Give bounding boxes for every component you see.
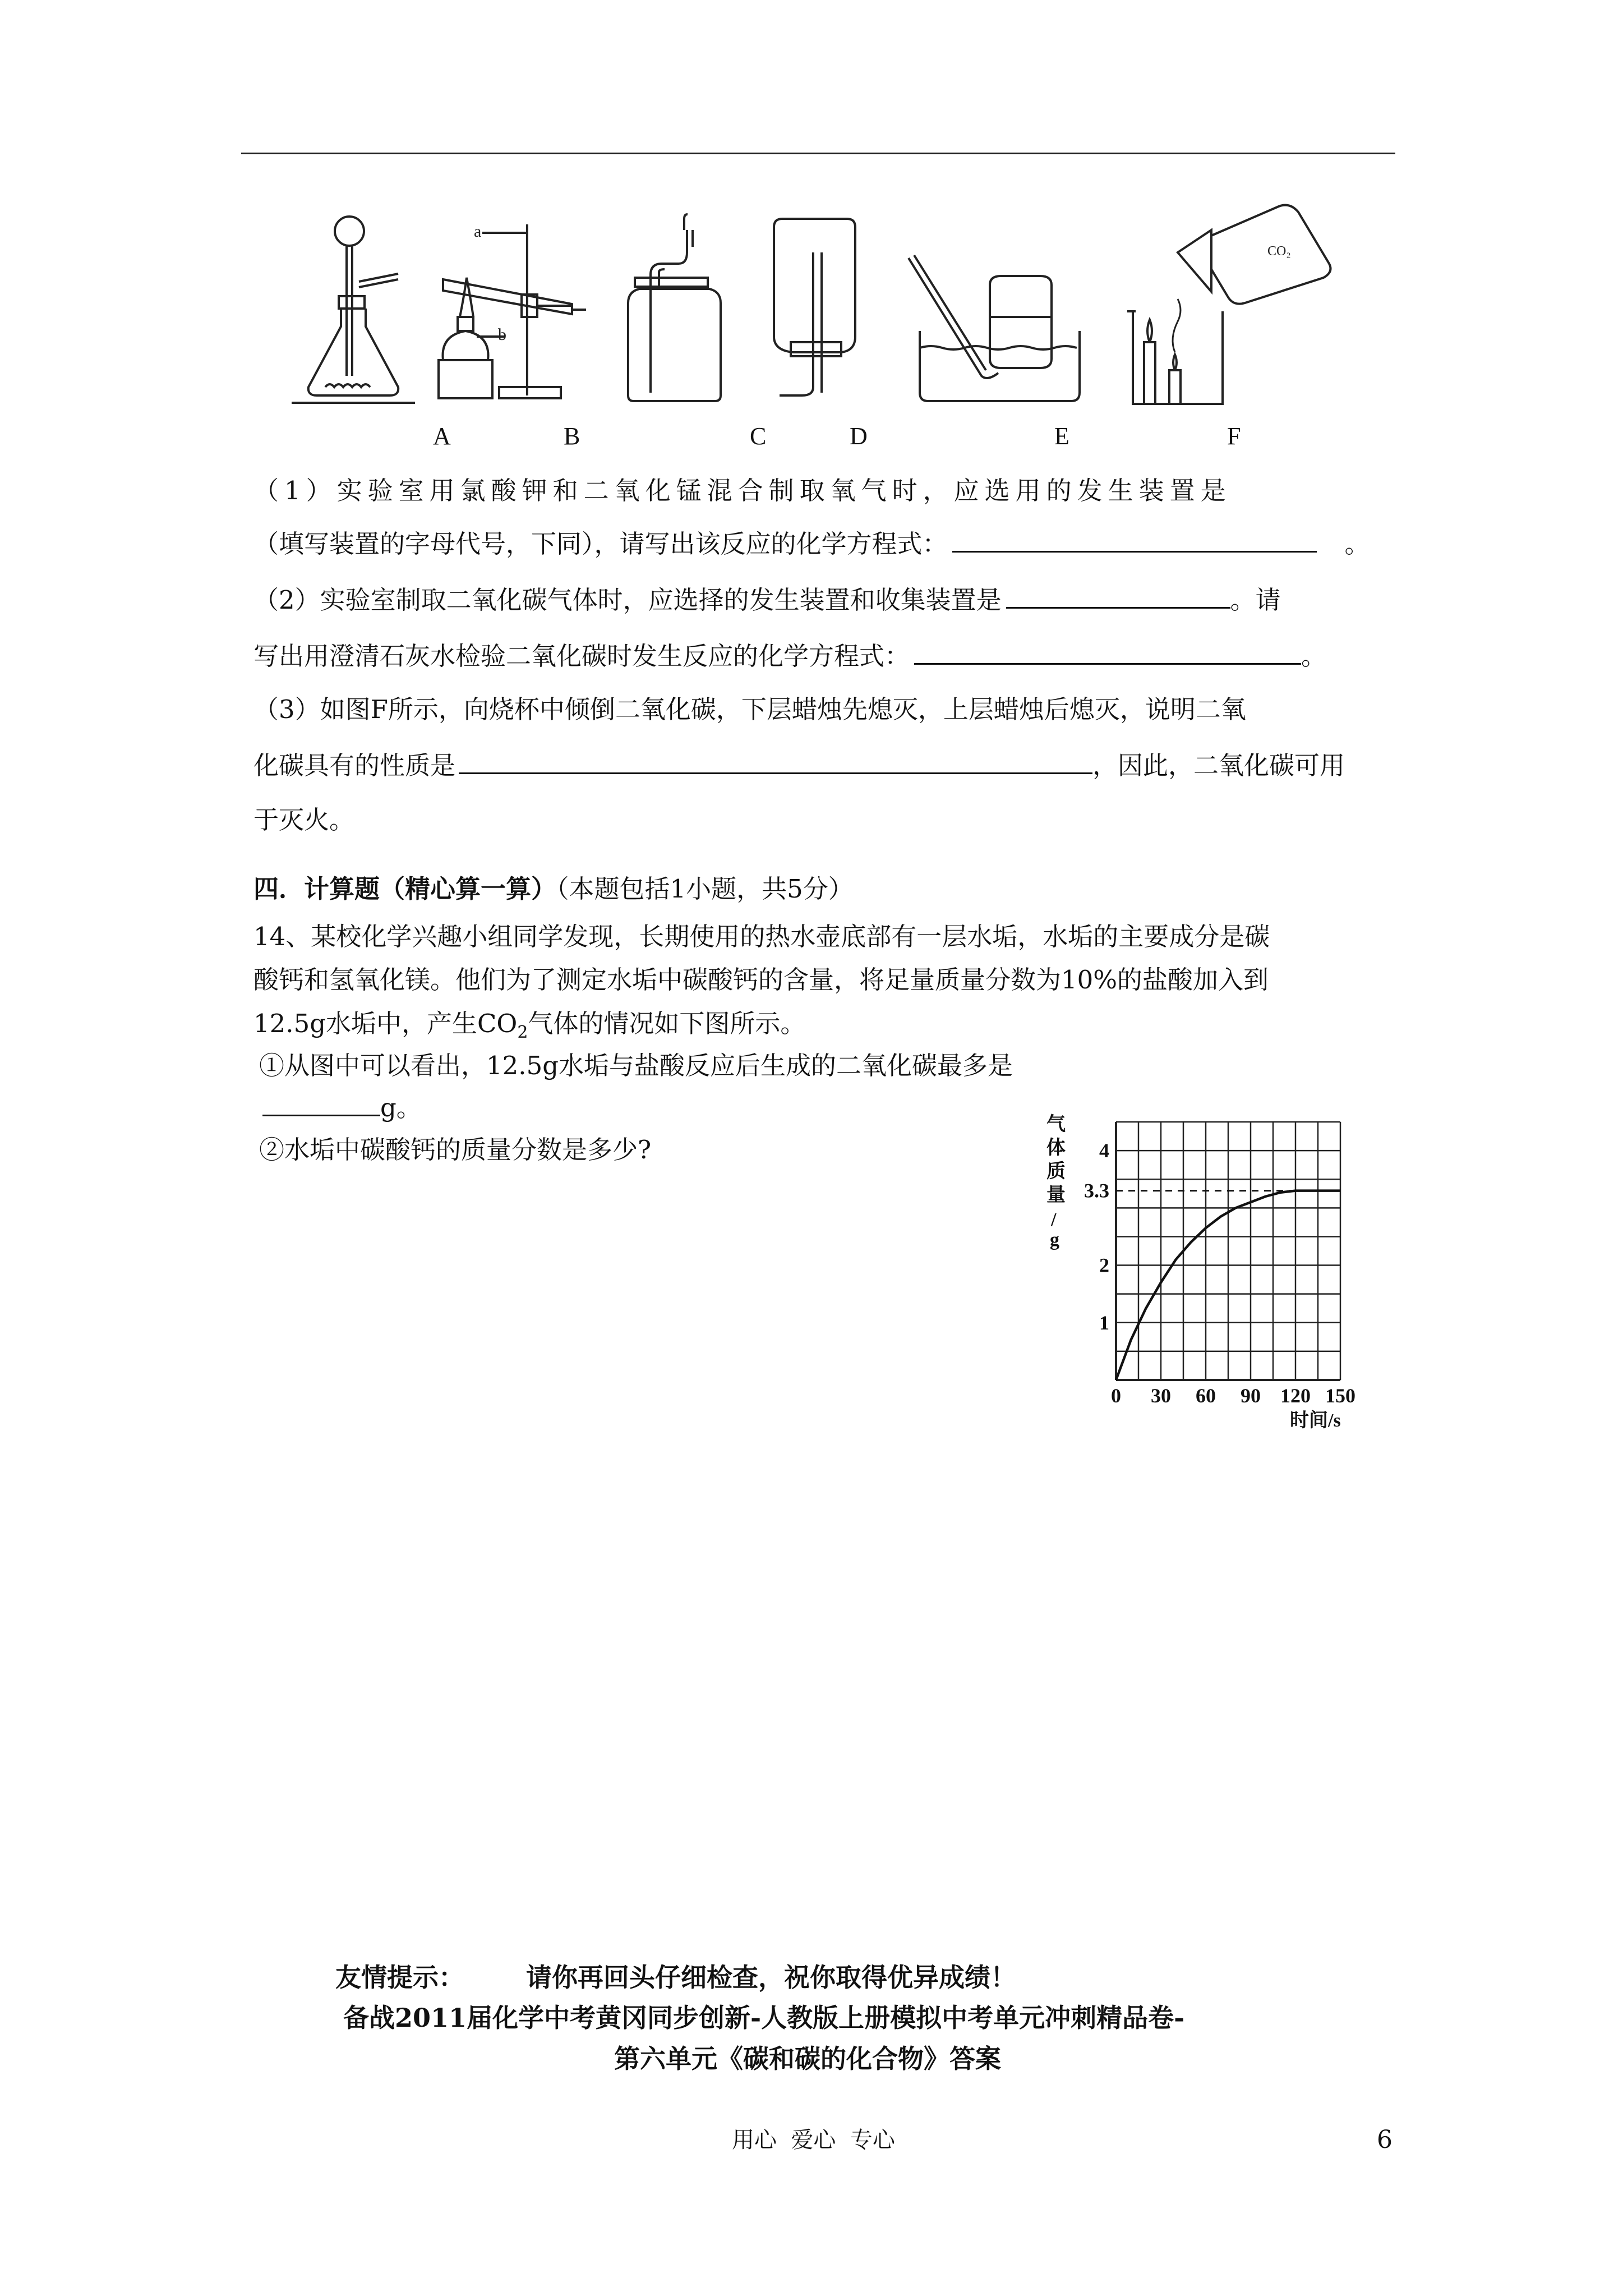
apparatus-e [909,255,1080,401]
chart-x-tick-label: 30 [1151,1384,1171,1407]
co2-label: CO₂ [1267,244,1291,259]
chart-x-tick-label: 60 [1196,1384,1216,1407]
label-d: D [850,422,868,450]
chart-ylabel-c6: g [1050,1230,1059,1250]
chart-ylabel-c1: 气 [1046,1114,1066,1135]
co2-mass-chart [1043,1114,1396,1433]
chart-grid [1116,1122,1340,1380]
chart-x-tick-label: 120 [1280,1384,1311,1407]
q13-part1-line2: （填写装置的字母代号，下同），请写出该反应的化学方程式： 。 [253,529,1370,559]
q13-part2-line1: （2）实验室制取二氧化碳气体时，应选择的发生装置和收集装置是 。请 [253,585,1281,615]
header-rule [241,153,1395,154]
chart-ylabel-c3: 质 [1046,1161,1066,1182]
q13-part3-line2: 化碳具有的性质是 ，因此，二氧化碳可用 [253,751,1345,780]
apparatus-b [439,224,586,398]
chart-xlabel: 时间/s [1290,1410,1341,1431]
q14-sub1-line1: ①从图中可以看出，12.5g水垢与盐酸反应后生成的二氧化碳最多是 [259,1051,1013,1080]
tip-line: 友情提示： 请你再回头仔细检查，祝你取得优异成绩！ [335,1962,1016,1993]
q14-line2: 酸钙和氢氧化镁。他们为了测定水垢中碳酸钙的含量，将足量质量分数为10%的盐酸加入到 [253,965,1269,995]
apparatus-d [774,219,855,395]
chart-ylabel-c2: 体 [1046,1138,1066,1158]
chart-y-tick-label: 1 [1099,1311,1109,1334]
section4-heading: 四．计算题（精心算一算）（本题包括1小题，共5分） [253,874,854,904]
apparatus-figure [292,202,1380,460]
answer-blank-co2-mass[interactable] [262,1092,380,1116]
chart-x-tick-label: 150 [1325,1384,1355,1407]
q14-sub1-line2: g。 [262,1091,422,1125]
apparatus-c [628,214,721,401]
apparatus-a [292,217,415,403]
chart-x-tick-label: 90 [1241,1384,1261,1407]
q13-part1-line1: （1）实验室用氯酸钾和二氧化锰混合制取氧气时，应选用的发生装置是 [253,476,1232,505]
label-e: E [1054,422,1069,450]
q14-line3: 12.5g水垢中，产生$CO_2$气体的情况如下图所示。 [253,1009,806,1042]
apparatus-f [1127,205,1330,404]
clamp-label-a: a [474,222,482,241]
q13-part3-line1: （3）如图F所示，向烧杯中倾倒二氧化碳，下层蜡烛先熄灭，上层蜡烛后熄灭，说明二氧 [253,694,1246,724]
answer-blank-equation-2[interactable] [914,641,1301,665]
chart-ylabel-c4: 量 [1046,1185,1066,1205]
chart-ylabel [1046,1114,1066,1250]
footer-motto: 用心 爱心 专心 [732,2127,895,2153]
label-f: F [1227,422,1241,450]
page-number: 6 [1377,2125,1393,2154]
chart-y-tick-label: 3.3 [1084,1179,1109,1202]
answer-title-1: 备战2011届化学中考黄冈同步创新-人教版上册模拟中考单元冲刺精品卷- [343,2003,1185,2033]
chart-x-tick-label: 0 [1111,1384,1121,1407]
label-a: A [433,422,451,450]
q14-sub2: ②水垢中碳酸钙的质量分数是多少? [259,1135,652,1165]
label-c: C [750,422,767,450]
q14-line1: 14、某校化学兴趣小组同学发现，长期使用的热水壶底部有一层水垢，水垢的主要成分是碳 [253,922,1270,951]
chart-ylabel-c5: / [1051,1209,1057,1230]
label-b: B [564,422,580,450]
answer-blank-property[interactable] [459,750,1092,774]
chart-y-tick-label: 4 [1099,1139,1109,1162]
clamp-label-b: b [498,325,506,344]
answer-blank-apparatus[interactable] [1006,585,1230,609]
chart-y-tick-label: 2 [1099,1254,1109,1277]
answer-blank-equation-1[interactable] [952,528,1317,553]
q13-part3-line3: 于灭火。 [253,805,355,835]
answer-title-2: 第六单元《碳和碳的化合物》答案 [614,2044,1001,2074]
q13-part2-line2: 写出用澄清石灰水检验二氧化碳时发生反应的化学方程式： 。 [253,641,1327,671]
